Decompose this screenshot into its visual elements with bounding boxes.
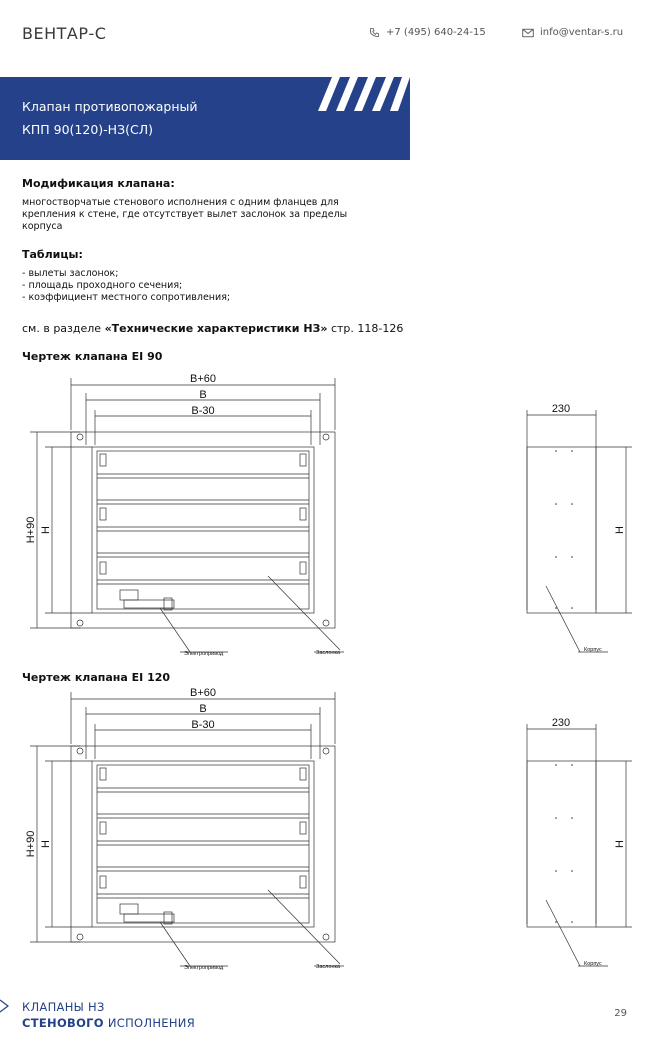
list-item: - вылеты заслонок; bbox=[22, 268, 119, 279]
dim-top-b60: B+60 bbox=[190, 373, 216, 385]
footer-category: КЛАПАНЫ НЗ bbox=[22, 1000, 105, 1014]
brand-name: ВЕНТАР-С bbox=[22, 24, 107, 43]
label-drive: Электропривод bbox=[184, 651, 224, 657]
drawing-title-ei90: Чертеж клапана EI 90 bbox=[22, 350, 163, 363]
mail-icon bbox=[522, 28, 534, 38]
label-body: Корпус bbox=[584, 961, 602, 967]
reference-link[interactable]: «Технические характеристики НЗ» bbox=[104, 322, 328, 335]
label-body: Корпус bbox=[584, 647, 602, 653]
footer-logo-icon bbox=[0, 998, 10, 1014]
dim-top-b30: B-30 bbox=[191, 719, 215, 731]
reference-line bbox=[22, 322, 403, 335]
dim-side-230: 230 bbox=[551, 403, 571, 415]
footer-subcategory bbox=[22, 1016, 195, 1030]
drawing-ei90 bbox=[0, 370, 649, 665]
phone-contact bbox=[369, 27, 486, 38]
modification-heading: Модификация клапана: bbox=[22, 177, 175, 190]
dim-left-h90: H+90 bbox=[25, 516, 37, 544]
banner-title-line2: КПП 90(120)-НЗ(СЛ) bbox=[22, 122, 153, 137]
tables-heading: Таблицы: bbox=[22, 248, 83, 261]
tables-list bbox=[22, 268, 230, 304]
modification-text bbox=[22, 197, 422, 233]
dim-top-b: B bbox=[199, 389, 207, 401]
drawing-ei120 bbox=[0, 684, 649, 979]
email-contact bbox=[522, 27, 623, 38]
phone-icon bbox=[369, 27, 380, 38]
dim-side-230: 230 bbox=[551, 717, 571, 729]
dim-left-h: H bbox=[40, 526, 52, 534]
page-number: 29 bbox=[614, 1008, 627, 1019]
list-item: - площадь проходного сечения; bbox=[22, 280, 183, 291]
modification-line: крепления к стене, где отсутствует вылет заслонок за пределы bbox=[22, 209, 348, 220]
dim-top-b60: B+60 bbox=[190, 687, 216, 699]
modification-line: корпуса bbox=[22, 221, 63, 232]
banner-title-line1: Клапан противопожарный bbox=[22, 99, 198, 114]
dim-left-h90: H+90 bbox=[25, 830, 37, 858]
dim-top-b30: B-30 bbox=[191, 405, 215, 417]
dim-side-h: H bbox=[614, 840, 626, 848]
label-drive: Электропривод bbox=[184, 965, 224, 971]
email-text[interactable]: info@ventar-s.ru bbox=[540, 27, 624, 38]
reference-prefix: см. в разделе bbox=[22, 322, 105, 335]
list-item: - коэффициент местного сопротивления; bbox=[22, 292, 231, 303]
footer-subcategory-bold: СТЕНОВОГО bbox=[22, 1016, 104, 1030]
title-banner bbox=[0, 77, 410, 160]
dim-side-h: H bbox=[614, 526, 626, 534]
modification-line: многостворчатые стенового исполнения с одним фланцев для bbox=[22, 197, 339, 208]
label-damper: Заслонка bbox=[316, 650, 341, 656]
stripes-decoration bbox=[318, 77, 410, 111]
reference-suffix: стр. 118-126 bbox=[327, 322, 404, 335]
dim-top-b: B bbox=[199, 703, 207, 715]
footer-subcategory-rest: ИСПОЛНЕНИЯ bbox=[103, 1016, 195, 1030]
label-damper: Заслонка bbox=[316, 964, 341, 970]
phone-text[interactable]: +7 (495) 640-24-15 bbox=[386, 27, 486, 38]
dim-left-h: H bbox=[40, 840, 52, 848]
drawing-title-ei120: Чертеж клапана EI 120 bbox=[22, 671, 171, 684]
